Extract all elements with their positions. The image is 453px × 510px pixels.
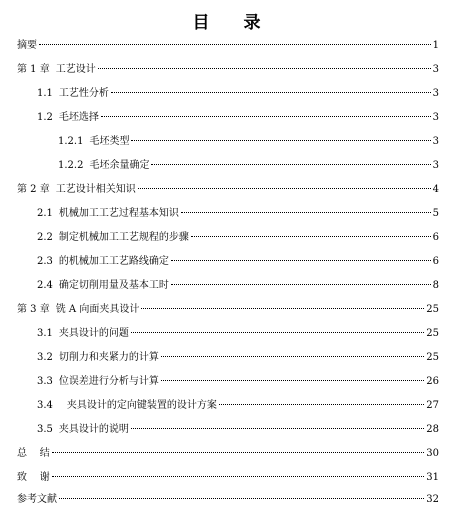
toc-leader: [181, 212, 431, 213]
toc-entry-page: 25: [426, 304, 439, 315]
toc-entry-label: 参考文献: [17, 494, 57, 505]
toc-entry-label: 铣 A 向面夹具设计: [55, 304, 140, 315]
toc-title: 目 录: [192, 13, 275, 33]
toc-leader: [52, 476, 425, 477]
toc-entry[interactable]: [37, 88, 439, 100]
toc-entry-number: 3.1: [37, 328, 53, 339]
toc-entry-label: 切削力和夹紧力的计算: [58, 352, 159, 363]
toc-entry[interactable]: [37, 280, 439, 292]
toc-entry-label: 总 结: [17, 448, 50, 459]
toc-entry-label: 毛坯余量确定: [89, 160, 150, 171]
toc-entry-label: 毛坯类型: [89, 136, 130, 147]
toc-entry-page: 3: [432, 88, 439, 99]
toc-leader: [59, 498, 424, 499]
toc-entry-number: 第 2 章: [17, 184, 50, 195]
toc-entry[interactable]: [37, 112, 439, 124]
toc-entry-number: 3.4: [37, 400, 53, 411]
toc-entry[interactable]: [37, 208, 439, 220]
toc-leader: [98, 68, 431, 69]
toc-entry-number: 2.4: [37, 280, 53, 291]
toc-entry-page: 4: [432, 184, 439, 195]
toc-entry[interactable]: [37, 376, 439, 388]
toc-entry[interactable]: [37, 256, 439, 268]
toc-entry[interactable]: [37, 328, 439, 340]
toc-entry-page: 25: [426, 328, 439, 339]
toc-entry-number: 1.2.1: [58, 136, 84, 147]
toc-entry-page: 27: [426, 400, 439, 411]
toc-leader: [161, 380, 424, 381]
toc-entry-page: 32: [426, 494, 439, 505]
toc-entry-number: 第 3 章: [17, 304, 50, 315]
toc-entry-page: 6: [432, 256, 439, 267]
toc-entry-page: 6: [432, 232, 439, 243]
toc-entry-page: 25: [426, 352, 439, 363]
toc-entry-number: 1.2.2: [58, 160, 84, 171]
toc-leader: [171, 260, 431, 261]
toc-entry-label: 摘要: [17, 40, 37, 51]
toc-entry[interactable]: [17, 184, 439, 196]
toc-entry[interactable]: [37, 232, 439, 244]
toc-entry-number: 1.2: [37, 112, 53, 123]
toc-entry-label: 工艺设计相关知识: [55, 184, 136, 195]
toc-entry[interactable]: [17, 40, 439, 52]
toc-entry[interactable]: [58, 136, 439, 148]
toc-entry-page: 8: [432, 280, 439, 291]
toc-entry-label: 夹具设计的问题: [58, 328, 129, 339]
toc-entry-page: 3: [432, 64, 439, 75]
toc-entry[interactable]: [17, 472, 439, 484]
toc-leader: [39, 44, 431, 45]
toc-entry[interactable]: [37, 400, 439, 412]
toc-leader: [131, 332, 424, 333]
toc-entry-page: 28: [426, 424, 439, 435]
toc-entry-page: 1: [432, 40, 439, 51]
toc-entry[interactable]: [58, 160, 439, 172]
toc-entry-label: 工艺设计: [55, 64, 96, 75]
toc-entry-label: 致 谢: [17, 472, 50, 483]
toc-entry-number: 3.2: [37, 352, 53, 363]
toc-leader: [191, 236, 431, 237]
toc-entry-number: 3.5: [37, 424, 53, 435]
toc-entry-label: 制定机械加工工艺规程的步骤: [58, 232, 189, 243]
toc-entry[interactable]: [17, 64, 439, 76]
toc-leader: [101, 116, 431, 117]
toc-entry-label: 工艺性分析: [58, 88, 109, 99]
toc-leader: [219, 404, 424, 405]
toc-entry-label: 夹具设计的说明: [58, 424, 129, 435]
toc-entry-page: 3: [432, 136, 439, 147]
toc-entry[interactable]: [37, 424, 439, 436]
toc-leader: [111, 92, 431, 93]
toc-entry-page: 3: [432, 160, 439, 171]
toc-leader: [131, 140, 430, 141]
toc-entry-page: 3: [432, 112, 439, 123]
toc-entry-number: 2.2: [37, 232, 53, 243]
toc-entry[interactable]: [37, 352, 439, 364]
toc-entry-number: 第 1 章: [17, 64, 50, 75]
toc-entry-label: 夹具设计的定向键装置的设计方案: [66, 400, 217, 411]
toc-leader: [141, 308, 424, 309]
toc-entry-label: 的机械加工工艺路线确定: [58, 256, 169, 267]
toc-entry-label: 毛坯选择: [58, 112, 99, 123]
toc-entry-label: 机械加工工艺过程基本知识: [58, 208, 179, 219]
toc-entry-number: 3.3: [37, 376, 53, 387]
toc-leader: [151, 164, 430, 165]
toc-leader: [52, 452, 425, 453]
toc-entry-page: 31: [426, 472, 439, 483]
toc-entry-page: 5: [432, 208, 439, 219]
toc-entry-label: 确定切削用量及基本工时: [58, 280, 169, 291]
toc-entry[interactable]: [17, 448, 439, 460]
toc-entry[interactable]: [17, 304, 439, 316]
toc-leader: [138, 188, 431, 189]
toc-entry-number: 2.1: [37, 208, 53, 219]
toc-entry-number: 1.1: [37, 88, 53, 99]
toc-entry[interactable]: [17, 494, 439, 506]
toc-leader: [171, 284, 431, 285]
toc-leader: [131, 428, 424, 429]
toc-entry-page: 26: [426, 376, 439, 387]
toc-leader: [161, 356, 424, 357]
toc-entry-page: 30: [426, 448, 439, 459]
toc-entry-number: 2.3: [37, 256, 53, 267]
toc-entry-label: 位误差进行分析与计算: [58, 376, 159, 387]
